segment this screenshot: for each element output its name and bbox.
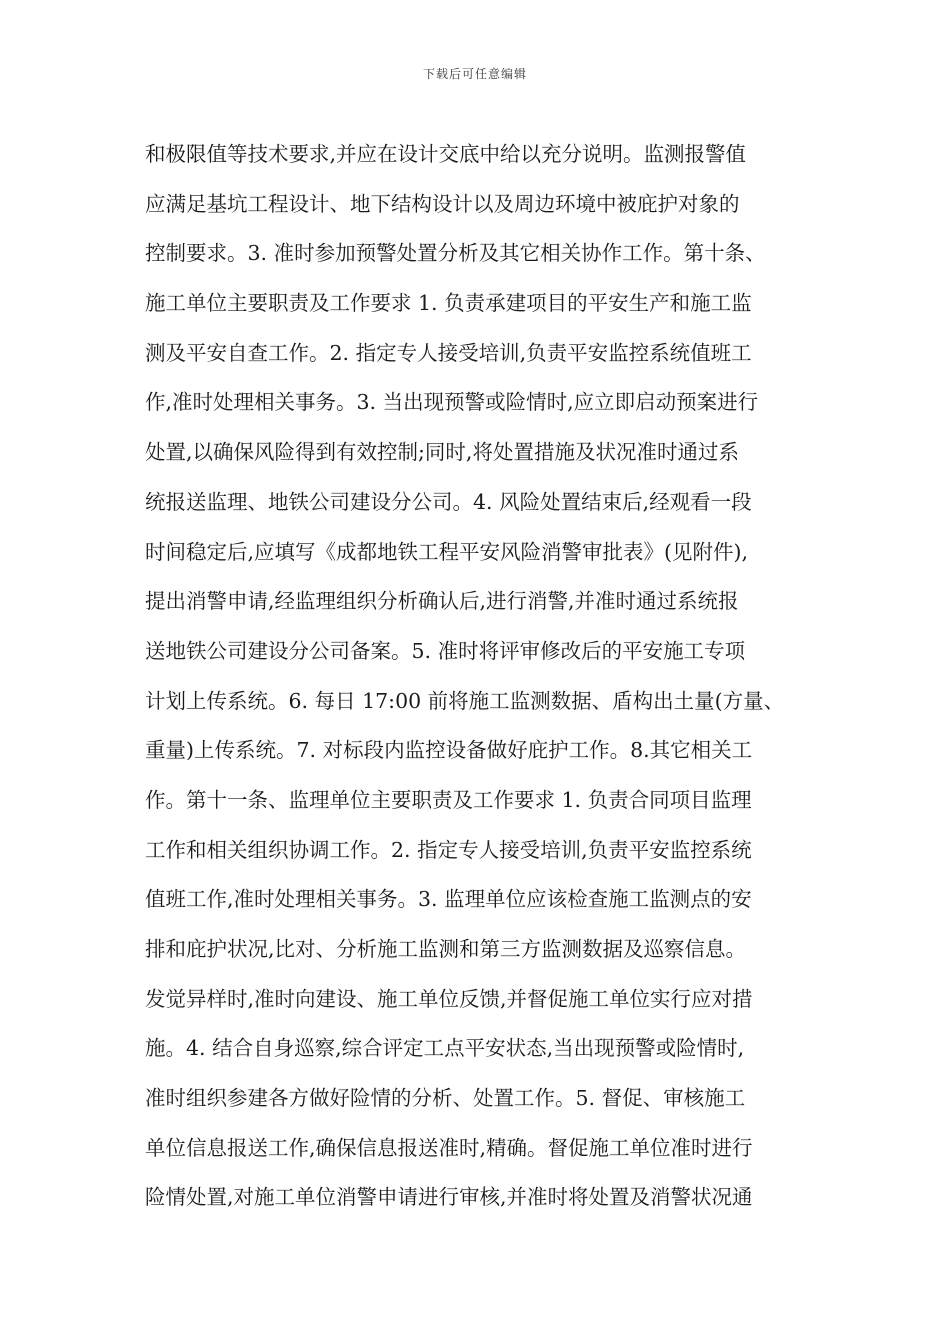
text-line: 时间稳定后,应填写《成都地铁工程平安风险消警审批表》(见附件), [145,539,749,564]
text-line: 处置,以确保风险得到有效控制;同时,将处置措施及状况准时通过系 [145,440,739,465]
text-line: 准时组织参建各方做好险情的分析、处置工作。5. 督促、审核施工 [145,1086,746,1111]
text-line: 控制要求。3. 准时参加预警处置分析及其它相关协作工作。第十条、 [145,241,766,266]
text-line: 发觉异样时,准时向建设、施工单位反馈,并督促施工单位实行应对措 [145,986,753,1011]
text-line: 作。第十一条、监理单位主要职责及工作要求 1. 负责合同项目监理 [145,787,752,812]
text-line: 工作和相关组织协调工作。2. 指定专人接受培训,负责平安监控系统 [145,837,752,862]
text-line: 排和庇护状况,比对、分析施工监测和第三方监测数据及巡察信息。 [145,937,747,961]
text-line: 和极限值等技术要求,并应在设计交底中给以充分说明。监测报警值 [145,142,747,166]
text-line: 险情处置,对施工单位消警申请进行审核,并准时将处置及消警状况通 [145,1185,753,1210]
text-line: 计划上传系统。6. 每日 17:00 前将施工监测数据、盾构出土量(方量、 [145,688,785,713]
text-line: 单位信息报送工作,确保信息报送准时,精确。督促施工单位准时进行 [145,1135,753,1160]
text-line: 值班工作,准时处理相关事务。3. 监理单位应该检查施工监测点的安 [145,887,752,912]
page-header: 下载后可任意编辑 [422,67,527,81]
text-line: 测及平安自查工作。2. 指定专人接受培训,负责平安监控系统值班工 [145,340,752,365]
text-line: 送地铁公司建设分公司备案。5. 准时将评审修改后的平安施工专项 [145,638,746,663]
body-text [145,130,815,1223]
text-line: 统报送监理、地铁公司建设分公司。4. 风险处置结束后,经观看一段 [145,489,752,514]
text-line: 施工单位主要职责及工作要求 1. 负责承建项目的平安生产和施工监 [145,291,752,316]
text-line: 重量)上传系统。7. 对标段内监控设备做好庇护工作。8.其它相关工 [145,738,753,763]
text-line: 应满足基坑工程设计、地下结构设计以及周边环境中被庇护对象的 [145,191,740,216]
text-line: 提出消警申请,经监理组织分析确认后,进行消警,并准时通过系统报 [145,589,739,614]
text-line: 施。4. 结合自身巡察,综合评定工点平安状态,当出现预警或险情时, [145,1036,745,1061]
text-line: 作,准时处理相关事务。3. 当出现预警或险情时,应立即启动预案进行 [145,390,759,415]
